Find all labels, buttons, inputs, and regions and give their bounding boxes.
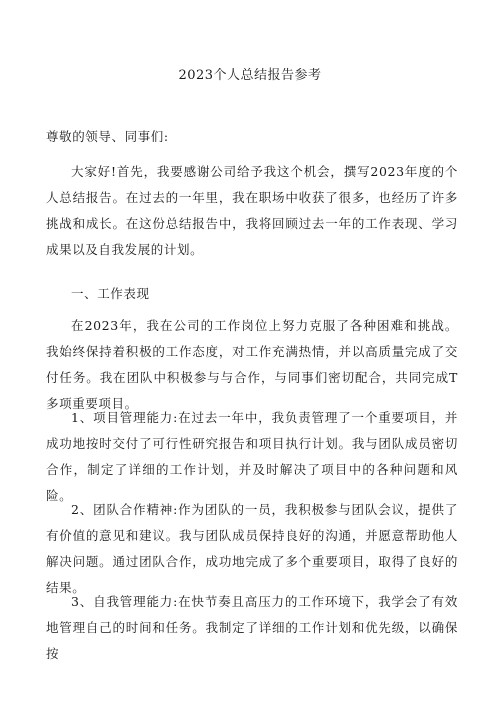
- document-title: 2023个人总结报告参考: [178, 68, 322, 83]
- self-management-paragraph: 3、自我管理能力:在快节奏且高压力的工作环境下，我学会了有效地管理自己的时间和任务。我制定了详细的工作计划和优先级，以确保按: [46, 594, 458, 661]
- section-heading-work-performance: 一、工作表现: [71, 286, 150, 301]
- work-performance-paragraph: 在2023年，我在公司的工作岗位上努力克服了各种困难和挑战。我始终保持着积极的工作态度，对工作充满热情，并以高质量完成了交付任务。我在团队中积极参与与合作，与同事们密切配合，共同完成T多项重要项目。: [46, 318, 458, 411]
- teamwork-paragraph: 2、团队合作精神:作为团队的一员，我积极参与团队会议，提供了有价值的意见和建议。我与团队成员保持良好的沟通，并愿意帮助他人解决问题。通过团队合作，成功地完成了多个重要项目，取得了良好的结果。: [46, 502, 458, 595]
- salutation: 尊敬的领导、同事们:: [46, 129, 169, 144]
- project-management-paragraph: 1、项目管理能力:在过去一年中，我负责管理了一个重要项目，并成功地按时交付了可行性研究报告和项目执行计划。我与团队成员密切合作，制定了详细的工作计划，并及时解决了项目中的各种问题和风险。: [46, 410, 458, 503]
- intro-paragraph: 大家好!首先，我要感谢公司给予我这个机会，撰写2023年度的个人总结报告。在过去的一年里，我在职场中收获了很多，也经历了许多挑战和成长。在这份总结报告中，我将回顾过去一年的工作表现、学习成果以及自我发展的计划。: [46, 164, 458, 257]
